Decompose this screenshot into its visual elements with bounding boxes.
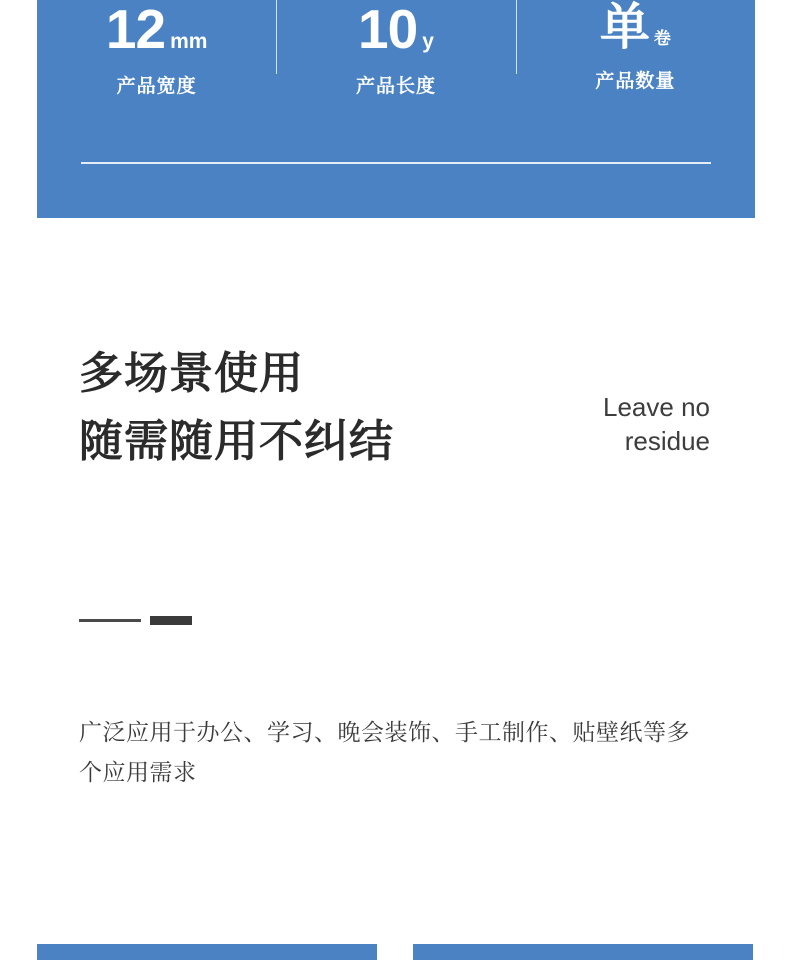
spec-number-quantity: 单 [599, 0, 649, 55]
spec-label-quantity: 产品数量 [595, 71, 676, 92]
spec-number-length: 10 [358, 0, 418, 60]
feature-headline [79, 340, 549, 476]
feature-section [0, 340, 790, 786]
feature-body-text: 广泛应用于办公、学习、晚会装饰、手工制作、贴壁纸等多个应用需求 [79, 719, 690, 786]
subtitle-line-2: residue [624, 426, 710, 457]
headline-block [0, 340, 790, 476]
feature-subtitle-english [480, 390, 710, 459]
subtitle-line-1: Leave no [603, 392, 710, 422]
headline-line-1: 多场景使用 [79, 349, 304, 398]
headline-line-2: 随需随用不纠结 [79, 417, 394, 467]
spec-value-length [358, 0, 434, 60]
accent-bar-right [413, 944, 753, 960]
panel-divider [81, 162, 711, 164]
accent-bar-left [37, 944, 377, 960]
spec-item-length [276, 0, 515, 98]
spec-panel [37, 0, 755, 218]
spec-label-width: 产品宽度 [116, 76, 197, 97]
spec-value-width [105, 0, 208, 60]
spec-label-length: 产品长度 [355, 76, 436, 97]
spec-item-width [37, 0, 276, 98]
spec-unit-quantity: 卷 [653, 29, 671, 48]
spec-unit-length: y [422, 30, 434, 53]
rule-short-segment [150, 616, 192, 625]
spec-value-quantity [599, 0, 671, 55]
spec-number-width: 12 [105, 0, 166, 60]
spec-row [37, 0, 755, 110]
decorative-rule [79, 616, 192, 625]
spec-unit-width: mm [170, 30, 208, 53]
spec-item-quantity [516, 0, 755, 93]
bottom-accent-bars [0, 944, 790, 960]
rule-long-segment [79, 619, 141, 622]
